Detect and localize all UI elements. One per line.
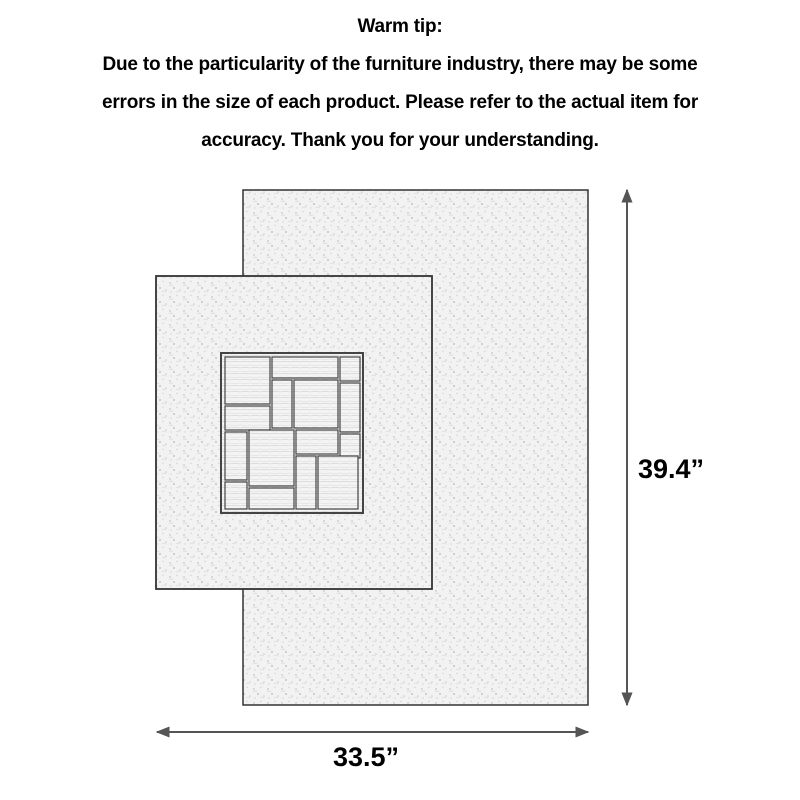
notice-title: Warm tip: bbox=[357, 16, 443, 37]
width-label: 33.5” bbox=[333, 742, 400, 772]
notice-line-1: Due to the particularity of the furniture industry, there may be some bbox=[102, 54, 698, 75]
notice-line-2: errors in the size of each product. Please refer to the actual item for bbox=[101, 92, 699, 113]
patchwork-panel bbox=[221, 353, 363, 513]
height-label: 39.4” bbox=[638, 454, 705, 484]
notice-line-3: accuracy. Thank you for your understanding. bbox=[201, 130, 599, 151]
